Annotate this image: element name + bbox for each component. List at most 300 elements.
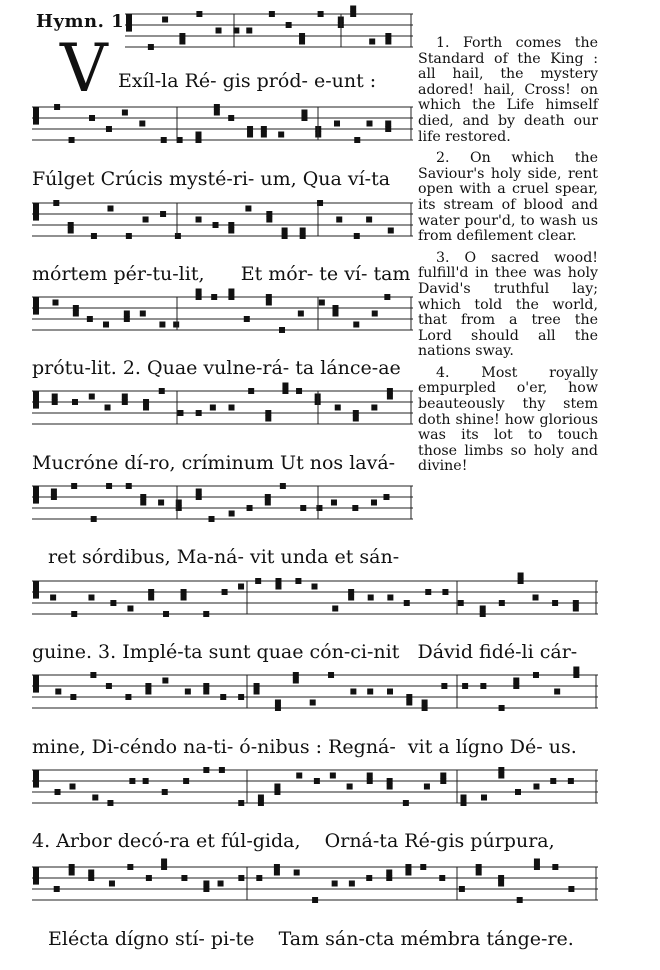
neume [422, 705, 428, 711]
neume [425, 589, 431, 595]
neume [533, 784, 539, 790]
neume [439, 875, 445, 881]
neume [51, 489, 57, 495]
neume [127, 606, 133, 612]
neume [298, 311, 304, 317]
neume [440, 773, 446, 779]
neume [371, 405, 377, 411]
neume [203, 683, 209, 689]
neume [312, 897, 318, 903]
neume [148, 595, 154, 601]
neume [424, 784, 430, 790]
neume [334, 121, 340, 127]
neume [258, 795, 264, 801]
chant-staff [32, 674, 598, 719]
neume [122, 110, 128, 116]
neume [534, 864, 540, 870]
neume [403, 800, 409, 806]
neume [245, 206, 251, 212]
neume [554, 689, 560, 695]
neume [122, 399, 128, 405]
neume [91, 233, 97, 239]
neume [179, 33, 185, 39]
neume [148, 589, 154, 595]
neume [88, 595, 94, 601]
neume [73, 305, 79, 311]
neume [552, 864, 558, 870]
neume [328, 672, 334, 678]
neume [350, 11, 356, 17]
lyric-line-9: 4. Arbor decó-ra et fúl-gida, Orná-ta Ré-gis púrpura, [32, 830, 555, 852]
neume [513, 683, 519, 689]
neume [173, 322, 179, 328]
neume [54, 886, 60, 892]
neume [140, 311, 146, 317]
neume [228, 289, 234, 295]
neume [406, 700, 412, 706]
neume [53, 200, 59, 206]
neume [265, 410, 271, 416]
neume [385, 126, 391, 132]
neume [54, 104, 60, 110]
neume [162, 678, 168, 684]
neume [161, 859, 167, 865]
neume [518, 578, 524, 584]
neume [106, 126, 112, 132]
neume [348, 595, 354, 601]
neume [387, 388, 393, 394]
neume [388, 228, 394, 234]
neume [143, 405, 149, 411]
neume [481, 795, 487, 801]
neume [196, 217, 202, 223]
neume [203, 689, 209, 695]
neume [349, 881, 355, 887]
neume [282, 383, 288, 389]
neume [404, 600, 410, 606]
neume [177, 137, 183, 143]
neume [480, 683, 486, 689]
neume [350, 689, 356, 695]
neume [274, 784, 280, 790]
neume [386, 870, 392, 876]
neume [196, 294, 202, 300]
neume [440, 778, 446, 784]
neume [269, 11, 275, 17]
neume [266, 300, 272, 306]
neume [122, 394, 128, 400]
neume [175, 233, 181, 239]
neume [405, 870, 411, 876]
neume [316, 505, 322, 511]
translation-verse-3: 3. O sacred wood! fulfill'd in thee was holy David's truthful lay; which told the world, that from a tree the Lord should all the nations sway. [418, 249, 598, 360]
neume [213, 222, 219, 228]
neume [353, 416, 359, 422]
neume [70, 784, 76, 790]
neume [385, 121, 391, 127]
neume [143, 778, 149, 784]
neume [405, 864, 411, 870]
neume [366, 875, 372, 881]
initial-letter: V [60, 30, 108, 107]
neume [573, 667, 579, 673]
neume [91, 516, 97, 522]
neume [301, 110, 307, 116]
neume [498, 881, 504, 887]
hymn-number: Hymn. 1 [36, 11, 125, 32]
lyric-line-5: Mucróne dí-ro, críminum Ut nos lavá- [32, 452, 396, 474]
neume [498, 773, 504, 779]
neume [274, 870, 280, 876]
neume [296, 388, 302, 394]
neume [533, 672, 539, 678]
neume [300, 228, 306, 234]
neume [216, 28, 222, 34]
neume [476, 864, 482, 870]
neume [110, 600, 116, 606]
neume [159, 388, 165, 394]
neume [330, 773, 336, 779]
neume [384, 294, 390, 300]
neume [87, 316, 93, 322]
translation-verse-1: 1. Forth comes the Standard of the King : all hail, the mystery adored! hail, Cross! on which the Life himself died, and by death our life restored. [418, 35, 598, 145]
neume [275, 584, 281, 590]
neume [246, 28, 252, 34]
neume [183, 778, 189, 784]
neume [387, 394, 393, 400]
neume [148, 44, 154, 50]
neume [124, 311, 130, 317]
neume [422, 700, 428, 706]
neume [145, 683, 151, 689]
neume [109, 881, 115, 887]
translation-verse-4: 4. Most royally empurpled o'er, how beauteously thy stem doth shine! how glorious was its lot to touch those limbs so holy and divine! [418, 364, 598, 475]
neume [350, 6, 356, 12]
neume [71, 483, 77, 489]
neume [420, 864, 426, 870]
neume [55, 789, 61, 795]
neume [568, 886, 574, 892]
neume [534, 859, 540, 865]
neume [383, 494, 389, 500]
neume [69, 864, 75, 870]
neume [161, 864, 167, 870]
neume [92, 795, 98, 801]
neume [90, 672, 96, 678]
neume [441, 683, 447, 689]
neume [353, 322, 359, 328]
neume [550, 778, 556, 784]
neume [300, 505, 306, 511]
neume [354, 137, 360, 143]
neume [282, 228, 288, 234]
neume [228, 222, 234, 228]
chant-staff [32, 769, 598, 814]
neume [127, 864, 133, 870]
neume [319, 300, 325, 306]
neume [300, 233, 306, 239]
neume [146, 875, 152, 881]
neume [332, 881, 338, 887]
neume [573, 600, 579, 606]
chant-staff [32, 390, 413, 435]
neume [163, 611, 169, 617]
neume [261, 126, 267, 132]
neume [332, 311, 338, 317]
neume [352, 505, 358, 511]
neume [196, 410, 202, 416]
neume [238, 800, 244, 806]
neume [203, 881, 209, 887]
neume [228, 294, 234, 300]
neume [299, 39, 305, 45]
neume [139, 121, 145, 127]
chant-staff [32, 580, 598, 625]
neume [367, 773, 373, 779]
neume [129, 778, 135, 784]
neume [203, 611, 209, 617]
neume [145, 689, 151, 695]
neume [275, 705, 281, 711]
neume [229, 511, 235, 517]
neume [256, 875, 262, 881]
neume [161, 137, 167, 143]
neume [318, 11, 324, 17]
neume [247, 505, 253, 511]
neume [209, 516, 215, 522]
neume [158, 500, 164, 506]
neume [126, 483, 132, 489]
neume [458, 600, 464, 606]
neume [140, 494, 146, 500]
neume [533, 595, 539, 601]
neume [105, 405, 111, 411]
neume [442, 589, 448, 595]
neume [195, 132, 201, 138]
neume [247, 132, 253, 138]
neume [353, 410, 359, 416]
neume [73, 311, 79, 317]
neume [499, 705, 505, 711]
neume [310, 700, 316, 706]
neume [248, 388, 254, 394]
neume [211, 294, 217, 300]
neume [195, 137, 201, 143]
neume [160, 211, 166, 217]
neume [499, 600, 505, 606]
neume [294, 870, 300, 876]
neume [371, 500, 377, 506]
neume [203, 767, 209, 773]
neume [513, 678, 519, 684]
neume [177, 410, 183, 416]
neume [107, 800, 113, 806]
neume [254, 683, 260, 689]
neume [196, 11, 202, 17]
neume [293, 672, 299, 678]
neume [460, 800, 466, 806]
neume [220, 694, 226, 700]
neume [143, 399, 149, 405]
neume [89, 394, 95, 400]
neume [162, 789, 168, 795]
lyric-line-10: Elécta dígno stí- pi-te Tam sán-cta mémbra tánge-re. [48, 928, 574, 950]
neume [332, 305, 338, 311]
neume [369, 39, 375, 45]
neume [275, 700, 281, 706]
neume [68, 228, 74, 234]
neume [274, 864, 280, 870]
neume [460, 795, 466, 801]
neume [573, 672, 579, 678]
lyric-line-3: mórtem pér-tu-lit, Et mór- te ví- tam [32, 263, 411, 285]
neume [72, 399, 78, 405]
neume [179, 39, 185, 45]
neume [210, 405, 216, 411]
neume [332, 606, 338, 612]
neume [181, 595, 187, 601]
neume [366, 217, 372, 223]
neume [247, 126, 253, 132]
neume [214, 104, 220, 110]
neume [52, 300, 58, 306]
translation-verse-2: 2. On which the Saviour's holy side, rent open with a cruel spear, its stream of blood and water pour'd, to wash us from defilement clear. [418, 150, 598, 245]
neume [219, 767, 225, 773]
lyric-line-7: guine. 3. Implé-ta sunt quae cón-ci-nit Dávid fidé-li cár- [32, 641, 578, 663]
neume [140, 500, 146, 506]
neume [299, 33, 305, 39]
neume [406, 694, 412, 700]
neume [238, 875, 244, 881]
neume [568, 778, 574, 784]
neume [573, 606, 579, 612]
neume [286, 22, 292, 28]
neume [69, 137, 75, 143]
neume [255, 578, 261, 584]
neume [476, 870, 482, 876]
neume [222, 589, 228, 595]
neume [366, 121, 372, 127]
neume [295, 578, 301, 584]
neume [278, 132, 284, 138]
neume [480, 606, 486, 612]
neume [372, 311, 378, 317]
neume [498, 767, 504, 773]
neume [515, 789, 521, 795]
neume [367, 778, 373, 784]
neume [282, 388, 288, 394]
neume [498, 875, 504, 881]
neume [238, 584, 244, 590]
neume [480, 611, 486, 617]
neume [228, 115, 234, 121]
neume [266, 211, 272, 217]
neume [244, 316, 250, 322]
neume [218, 881, 224, 887]
neume [386, 875, 392, 881]
neume [293, 678, 299, 684]
chant-staff [32, 202, 413, 247]
neume [106, 683, 112, 689]
neume [51, 494, 57, 500]
neume [385, 39, 391, 45]
neume [159, 322, 165, 328]
neume [331, 500, 337, 506]
neume [275, 578, 281, 584]
neume [89, 115, 95, 121]
neume [214, 110, 220, 116]
neume [196, 489, 202, 495]
neume [228, 228, 234, 234]
neume [336, 217, 342, 223]
neume [196, 494, 202, 500]
chant-staff [32, 296, 413, 341]
neume [279, 327, 285, 333]
neume [280, 483, 286, 489]
neume [314, 778, 320, 784]
neume [385, 33, 391, 39]
neume [387, 778, 393, 784]
neume [266, 294, 272, 300]
neume [71, 611, 77, 617]
lyric-line-2: Fúlget Crúcis mysté-ri- um, Qua ví-ta [32, 168, 391, 190]
neume [70, 694, 76, 700]
neume [185, 689, 191, 695]
neume [52, 394, 58, 400]
neume [88, 870, 94, 876]
neume [181, 589, 187, 595]
neume [238, 694, 244, 700]
neume [462, 683, 468, 689]
neume [125, 694, 131, 700]
neume [265, 500, 271, 506]
neume [124, 316, 130, 322]
neume [229, 405, 235, 411]
neume [387, 784, 393, 790]
neume [126, 233, 132, 239]
neume [106, 483, 112, 489]
neume [354, 233, 360, 239]
neume [301, 115, 307, 121]
neume [459, 886, 465, 892]
neume [261, 132, 267, 138]
neume [266, 217, 272, 223]
lyric-line-4: prótu-lit. 2. Quae vulne-rá- ta lánce-ae [32, 357, 401, 379]
neume [196, 289, 202, 295]
chant-staff [32, 485, 413, 530]
neume [311, 584, 317, 590]
neume [258, 800, 264, 806]
neume [517, 897, 523, 903]
neume [348, 589, 354, 595]
neume [265, 494, 271, 500]
translation-column [418, 36, 598, 481]
neume [387, 595, 393, 601]
neume [88, 875, 94, 881]
neume [296, 773, 302, 779]
chant-staff [32, 866, 598, 911]
neume [347, 784, 353, 790]
lyric-line-1: Exíl-la Ré- gis pród- e-unt : [118, 70, 377, 92]
neume [203, 886, 209, 892]
neume [181, 875, 187, 881]
lyric-line-8: mine, Di-céndo na-ti- ó-nibus : Regná- vit a lígno Dé- us. [32, 736, 577, 758]
neume [552, 600, 558, 606]
neume [103, 322, 109, 328]
neume [367, 689, 373, 695]
neume [52, 399, 58, 405]
neume [518, 573, 524, 579]
